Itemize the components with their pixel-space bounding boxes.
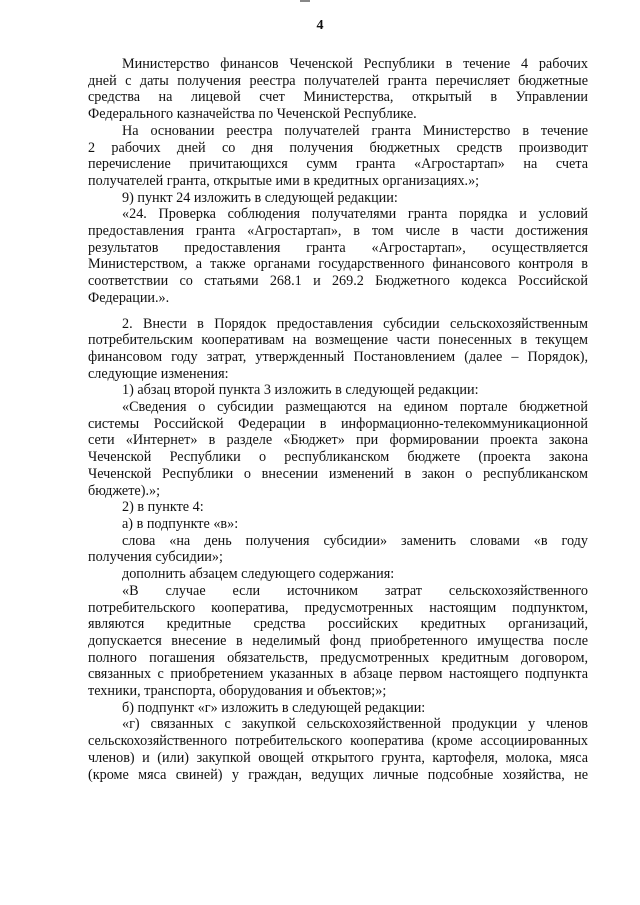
text-line: «24. Проверка соблюдения получателями гранта порядка и условий (122, 206, 588, 223)
text-line: дополнить абзацем следующего содержания: (122, 566, 395, 583)
text-line: допускается внесение в неделимый фонд приобретенного имущества после (88, 632, 588, 649)
text-line: «Сведения о субсидии размещаются на едином портале бюджетной (122, 399, 588, 416)
text-line: Чеченской Республики о республиканском бюджете (проекта закона (88, 449, 588, 466)
text-line: Чеченской Республики о внесении изменений в закон о республиканском (88, 465, 588, 482)
text-line: следующие изменения: (88, 365, 229, 382)
text-line: 2 рабочих дней со дня получения бюджетных средств производит (88, 139, 588, 156)
page-number: 4 (316, 18, 324, 33)
text-line: 1) абзац второй пункта 3 изложить в следующей редакции: (122, 382, 479, 399)
text-line: перечисление причитающихся сумм гранта «Агростартап» на счета (88, 156, 588, 173)
text-line: 2) в пункте 4: (122, 499, 204, 516)
text-line: а) в подпункте «в»: (122, 515, 239, 532)
text-line: потребительским кооперативам на возмещение части понесенных в текущем (88, 332, 588, 349)
text-line: финансовом году затрат, утвержденный Постановлением (далее – Порядок), (88, 348, 588, 365)
text-line: бюджете).»; (88, 482, 161, 499)
text-line: сельскохозяйственного потребительского кооператива (кроме ассоциированных (88, 733, 588, 750)
text-line: «г) связанных с закупкой сельскохозяйственной продукции у членов (122, 716, 588, 733)
text-line: 2. Внести в Порядок предоставления субсидии сельскохозяйственным (122, 315, 588, 332)
text-line: членов) и (или) закупкой овощей открытого грунта, картофеля, молока, мяса (88, 749, 588, 766)
text-line: Федерального казначейства по Чеченской Республике. (88, 106, 417, 123)
text-line: связанных с приобретением указанных в абзаце первом настоящего подпункта (88, 666, 588, 683)
text-line: На основании реестра получателей гранта Министерство в течение (122, 122, 588, 139)
text-line: техники, транспорта, оборудования и объектов;»; (88, 683, 387, 700)
text-line: предоставления гранта «Агростартап», в том числе в части достижения (88, 223, 588, 240)
text-line: являются кредитные средства российских кредитных организаций, (88, 616, 588, 633)
text-line: слова «на день получения субсидии» заменить словами «в году (122, 532, 588, 549)
text-line: дней с даты получения реестра получателей гранта перечисляет бюджетные (88, 72, 588, 89)
text-line: полного погашения обязательств, предусмотренных кредитным договором, (88, 649, 588, 666)
text-line: системы Российской Федерации в информационно-телекоммуникационной (88, 415, 588, 432)
document-body (88, 56, 588, 783)
paragraph-gap (88, 307, 588, 316)
text-line: б) подпункт «г» изложить в следующей редакции: (122, 699, 426, 716)
text-line: Министерством, а также органами государственного финансового контроля в (88, 256, 588, 273)
text-line: потребительского кооператива, предусмотренных настоящим подпунктом, (88, 599, 588, 616)
text-line: 9) пункт 24 изложить в следующей редакции: (122, 189, 398, 206)
text-line: «В случае если источником затрат сельскохозяйственного (122, 582, 588, 599)
text-line: средства на лицевой счет Министерства, открытый в Управлении (88, 89, 588, 106)
text-line: (кроме мяса свиней) у граждан, ведущих личные подсобные хозяйства, не (88, 766, 588, 783)
text-line: получателей гранта, открытые ими в кредитных организациях.»; (88, 172, 480, 189)
text-line: соответствии со статьями 268.1 и 269.2 Бюджетного кодекса Российской (88, 273, 588, 290)
scan-artifact (300, 0, 310, 2)
text-line: Федерации.». (88, 289, 170, 306)
text-line: Министерство финансов Чеченской Республики в течение 4 рабочих (122, 56, 588, 72)
text-line: получения субсидии»; (88, 549, 223, 566)
text-line: результатов предоставления гранта «Агростартап», осуществляется (88, 239, 588, 256)
text-line: сети «Интернет» в разделе «Бюджет» при формировании проекта закона (88, 432, 588, 449)
